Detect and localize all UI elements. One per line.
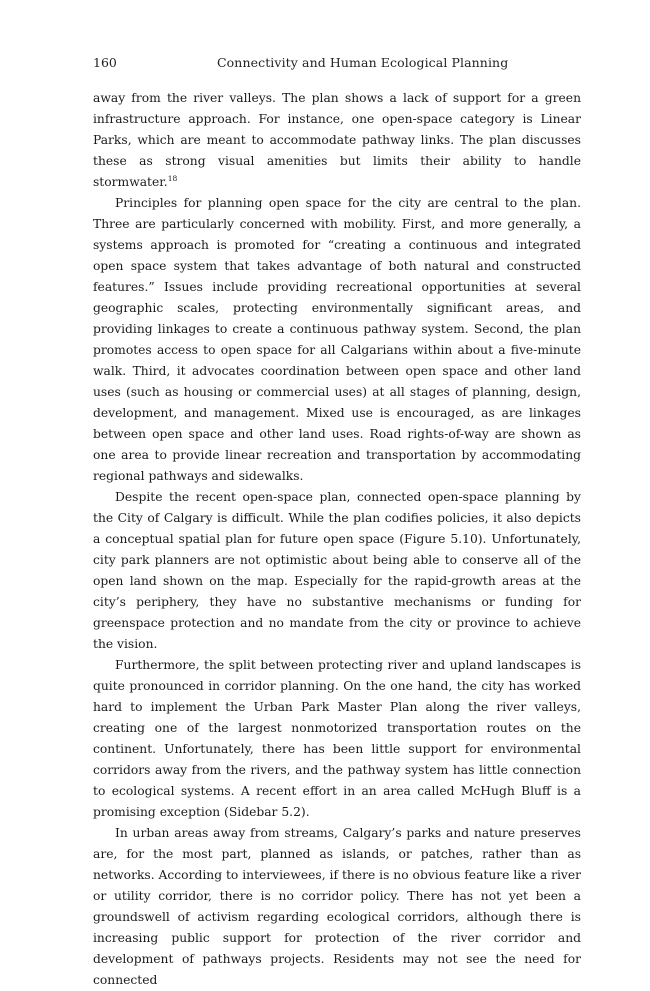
paragraph: away from the river valleys. The plan shows a lack of support for a green infrastructure approach. For instance, one open-space category is Linear Parks, which are meant to accommodate pathway links. The plan discusses these as strong visual amenities but limits their ability to handle stormwater.$^{18}$ <box>93 91 581 189</box>
body-text <box>93 88 581 991</box>
paragraph: Furthermore, the split between protecting river and upland landscapes is quite pronounced in corridor planning. On the one hand, the city has worked hard to implement the Urban Park Master Plan along the river valleys, creating one of the largest nonmotorized transportation routes on the continent. Unfortunately, there has been little support for environmental corridors away from the rivers, and the pathway system has little connection to ecological systems. A recent effort in an area called McHugh Bluff is a promising exception (Sidebar 5.2). <box>93 658 581 819</box>
footnote-ref: 18 <box>167 173 178 183</box>
page-header <box>93 54 581 72</box>
paragraph: In urban areas away from streams, Calgary’s parks and nature preserves are, for the most part, planned as islands, or patches, rather than as networks. According to interviewees, if there is no obvious feature like a river or utility corridor, there is no corridor policy. There has not yet been a groundswell of activism regarding ecological corridors, although there is increasing public support for protection of the river corridor and development of pathways projects. Residents may not see the need for connected <box>93 826 581 987</box>
paragraph: Despite the recent open-space plan, connected open-space planning by the City of Calgary is difficult. While the plan codifies policies, it also depicts a conceptual spatial plan for future open space (Figure 5.10). Unfortunately, city park planners are not optimistic about being able to conserve all of the open land shown on the map. Especially for the rapid-growth areas at the city’s periphery, they have no substantive mechanisms or funding for greenspace protection and no mandate from the city or province to achieve the vision. <box>93 490 581 651</box>
paragraph: Principles for planning open space for the city are central to the plan. Three are particularly concerned with mobility. First, and more generally, a systems approach is promoted for “creating a continuous and integrated open space system that takes advantage of both natural and constructed features.” Issues include providing recreational opportunities at several geographic scales, protecting environmentally significant areas, and providing linkages to create a continuous pathway system. Second, the plan promotes access to open space for all Calgarians within about a five-minute walk. Third, it advocates coordination between open space and other land uses (such as housing or commercial uses) at all stages of planning, design, development, and management. Mixed use is encouraged, as are linkages between open space and other land uses. Road rights-of-way are shown as one area to provide linear recreation and transportation by accommodating regional pathways and sidewalks. <box>93 196 581 483</box>
page-number: 160 <box>93 55 117 70</box>
running-title: Connectivity and Human Ecological Planning <box>217 55 509 70</box>
